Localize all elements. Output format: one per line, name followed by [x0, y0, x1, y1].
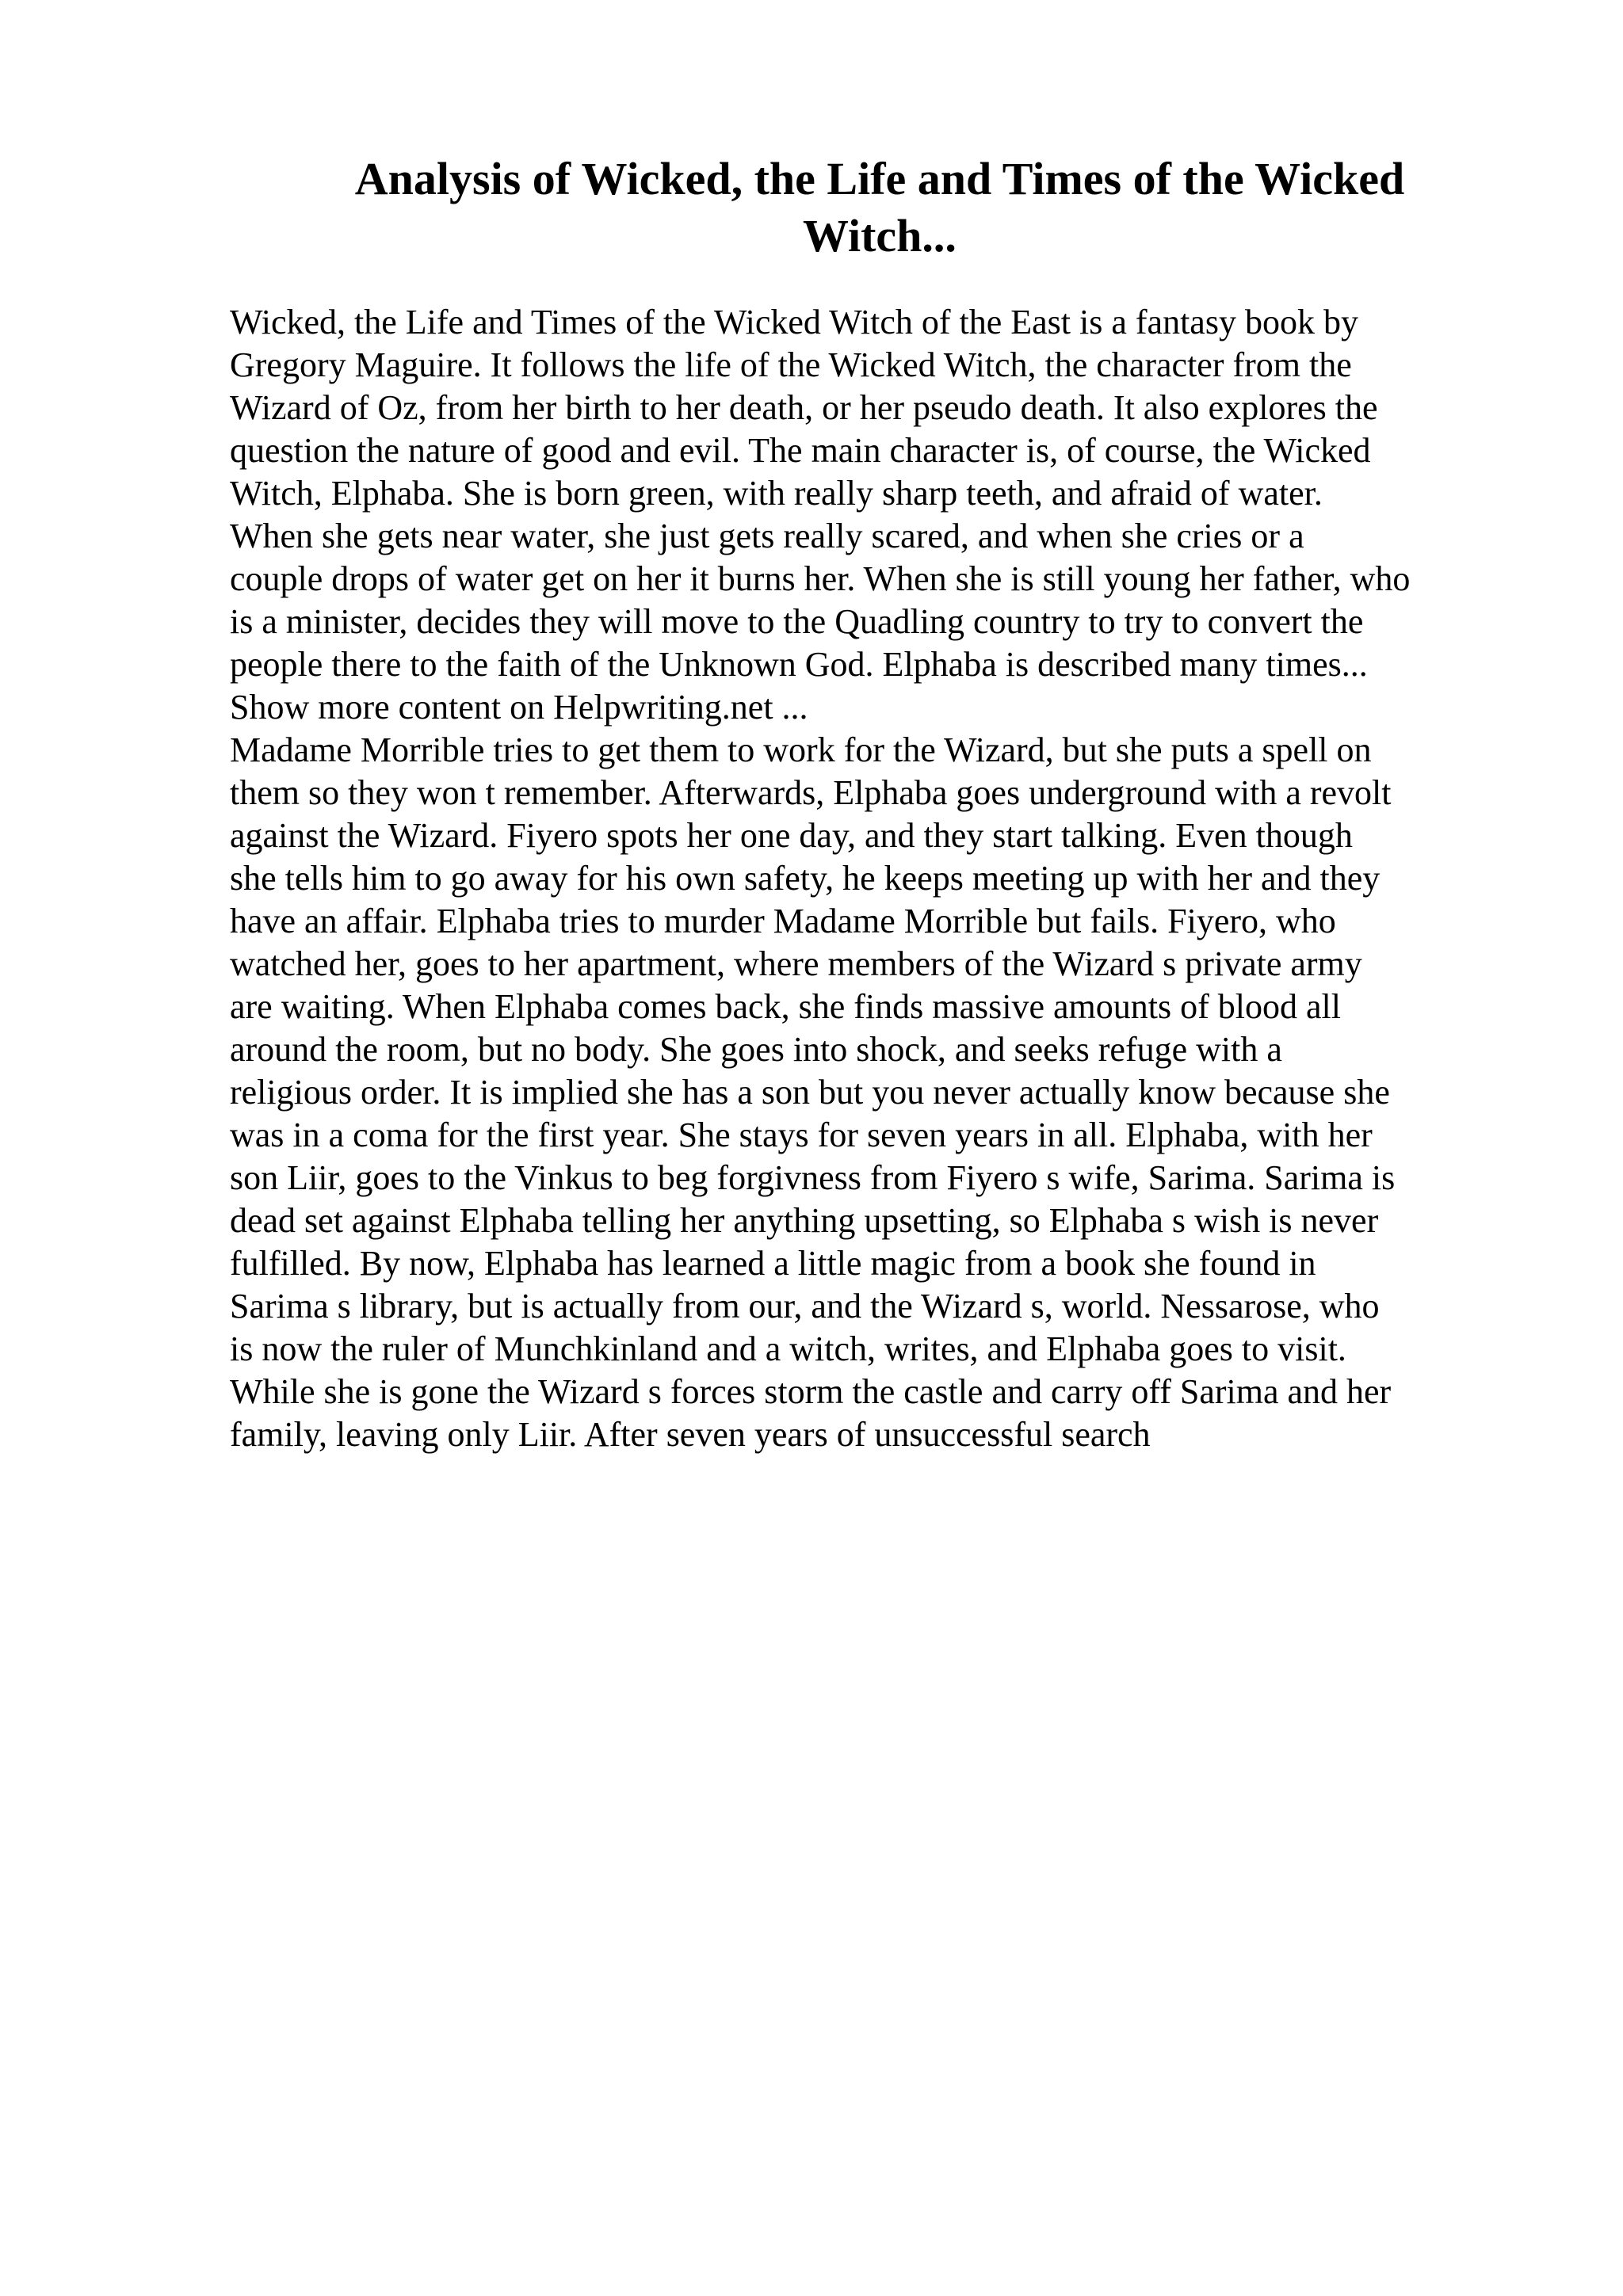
body-line: Sarima s library, but is actually from our, and the Wizard s, world. Nessarose, who — [230, 1287, 1380, 1325]
body-line: was in a coma for the first year. She stays for seven years in all. Elphaba, with her — [230, 1116, 1373, 1154]
body-line: son Liir, goes to the Vinkus to beg forgivness from Fiyero s wife, Sarima. Sarima is — [230, 1158, 1396, 1197]
body-line: Gregory Maguire. It follows the life of the Wicked Witch, the character from the — [230, 345, 1352, 384]
show-more-link[interactable]: Show more content on Helpwriting.net ... — [230, 688, 808, 727]
body-line: While she is gone the Wizard s forces storm the castle and carry off Sarima and her — [230, 1372, 1392, 1411]
body-line: Madame Morrible tries to get them to work for the Wizard, but she puts a spell on — [230, 730, 1372, 769]
body-line: dead set against Elphaba telling her anything upsetting, so Elphaba s wish is never — [230, 1201, 1379, 1240]
body-line: have an affair. Elphaba tries to murder Madame Morrible but fails. Fiyero, who — [230, 902, 1336, 940]
body-line: watched her, goes to her apartment, where members of the Wizard s private army — [230, 944, 1362, 983]
body-line: Witch, Elphaba. She is born green, with really sharp teeth, and afraid of water. — [230, 474, 1323, 513]
body-line: is a minister, decides they will move to the Quadling country to try to convert the — [230, 602, 1364, 641]
body-line: against the Wizard. Fiyero spots her one day, and they start talking. Even though — [230, 816, 1353, 855]
body-line: question the nature of good and evil. The main character is, of course, the Wicked — [230, 431, 1371, 470]
title-line: Analysis of Wicked, the Life and Times of the Wicked — [354, 153, 1405, 204]
body-line: fulfilled. By now, Elphaba has learned a little magic from a book she found in — [230, 1244, 1316, 1283]
body-line: them so they won t remember. Afterwards, Elphaba goes underground with a revolt — [230, 773, 1392, 812]
body-line: When she gets near water, she just gets really scared, and when she cries or a — [230, 517, 1304, 555]
document-body — [230, 301, 1514, 1456]
title-line: Witch... — [803, 210, 957, 261]
body-line: people there to the faith of the Unknown God. Elphaba is described many times... — [230, 645, 1368, 684]
body-line: Wizard of Oz, from her birth to her death, or her pseudo death. It also explores the — [230, 388, 1378, 427]
body-line: couple drops of water get on her it burns her. When she is still young her father, who — [230, 559, 1411, 598]
body-line: she tells him to go away for his own safety, he keeps meeting up with her and they — [230, 859, 1381, 898]
body-line: is now the ruler of Munchkinland and a witch, writes, and Elphaba goes to visit. — [230, 1329, 1346, 1368]
body-line: are waiting. When Elphaba comes back, she finds massive amounts of blood all — [230, 987, 1341, 1026]
document-title — [230, 151, 1529, 265]
body-line: religious order. It is implied she has a son but you never actually know because she — [230, 1073, 1390, 1112]
body-line: around the room, but no body. She goes into shock, and seeks refuge with a — [230, 1030, 1282, 1069]
body-line: Wicked, the Life and Times of the Wicked Witch of the East is a fantasy book by — [230, 303, 1358, 341]
body-line: family, leaving only Liir. After seven years of unsuccessful search — [230, 1415, 1151, 1454]
